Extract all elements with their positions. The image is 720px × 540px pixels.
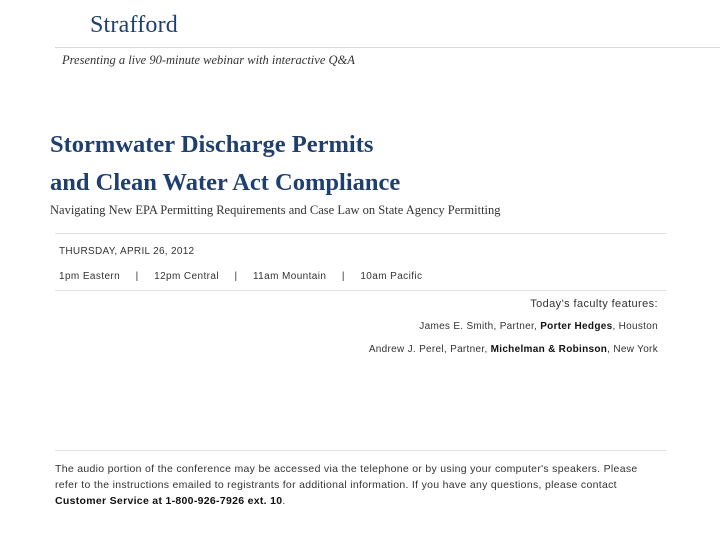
faculty-name: James E. Smith [419, 321, 494, 332]
faculty-role: Partner [499, 321, 535, 332]
faculty-firm: Michelman & Robinson [490, 344, 608, 355]
faculty-firm: Porter Hedges [540, 321, 613, 332]
faculty-location: New York [613, 344, 658, 355]
footer-text: The audio portion of the conference may be accessed via the telephone or by using your computer's speakers. Please refer to the instructions emailed to registrants for additional information. If you have any questions, please contact [55, 463, 638, 491]
faculty-name: Andrew J. Perel [368, 344, 444, 355]
tagline: Presenting a live 90-minute webinar with interactive Q&A [62, 53, 355, 67]
time-eastern: 1pm Eastern [59, 271, 121, 282]
faculty-member: Andrew J. Perel, Partner, Michelman & Robinson, New York [368, 344, 658, 355]
page-title [50, 126, 400, 202]
time-separator: | [341, 271, 345, 282]
faculty-member: James E. Smith, Partner, Porter Hedges, Houston [419, 321, 658, 332]
audio-instructions [55, 461, 655, 509]
footer-end: . [282, 495, 286, 507]
faculty-location: Houston [618, 321, 658, 332]
header-divider [55, 47, 720, 48]
time-separator: | [135, 271, 139, 282]
title-line-2: and Clean Water Act Compliance [50, 169, 401, 196]
strafford-logo: Strafford [90, 12, 179, 38]
faculty-section [369, 298, 658, 355]
time-separator: | [234, 271, 238, 282]
webinar-date: THURSDAY, APRIL 26, 2012 [59, 246, 195, 257]
time-pacific: 10am Pacific [360, 271, 423, 282]
divider-middle [55, 290, 667, 291]
subtitle: Navigating New EPA Permitting Requirements and Case Law on State Agency Permitting [50, 203, 501, 217]
faculty-heading: Today’s faculty features: [530, 298, 658, 310]
time-mountain: 11am Mountain [252, 271, 327, 282]
divider-bottom [55, 450, 667, 451]
customer-service-contact: Customer Service at 1-800-926-7926 ext. 10 [55, 495, 283, 507]
title-line-1: Stormwater Discharge Permits [50, 131, 374, 158]
faculty-role: Partner [450, 344, 485, 355]
time-central: 12pm Central [154, 271, 219, 282]
time-zones [59, 271, 422, 282]
divider-top [55, 233, 667, 234]
